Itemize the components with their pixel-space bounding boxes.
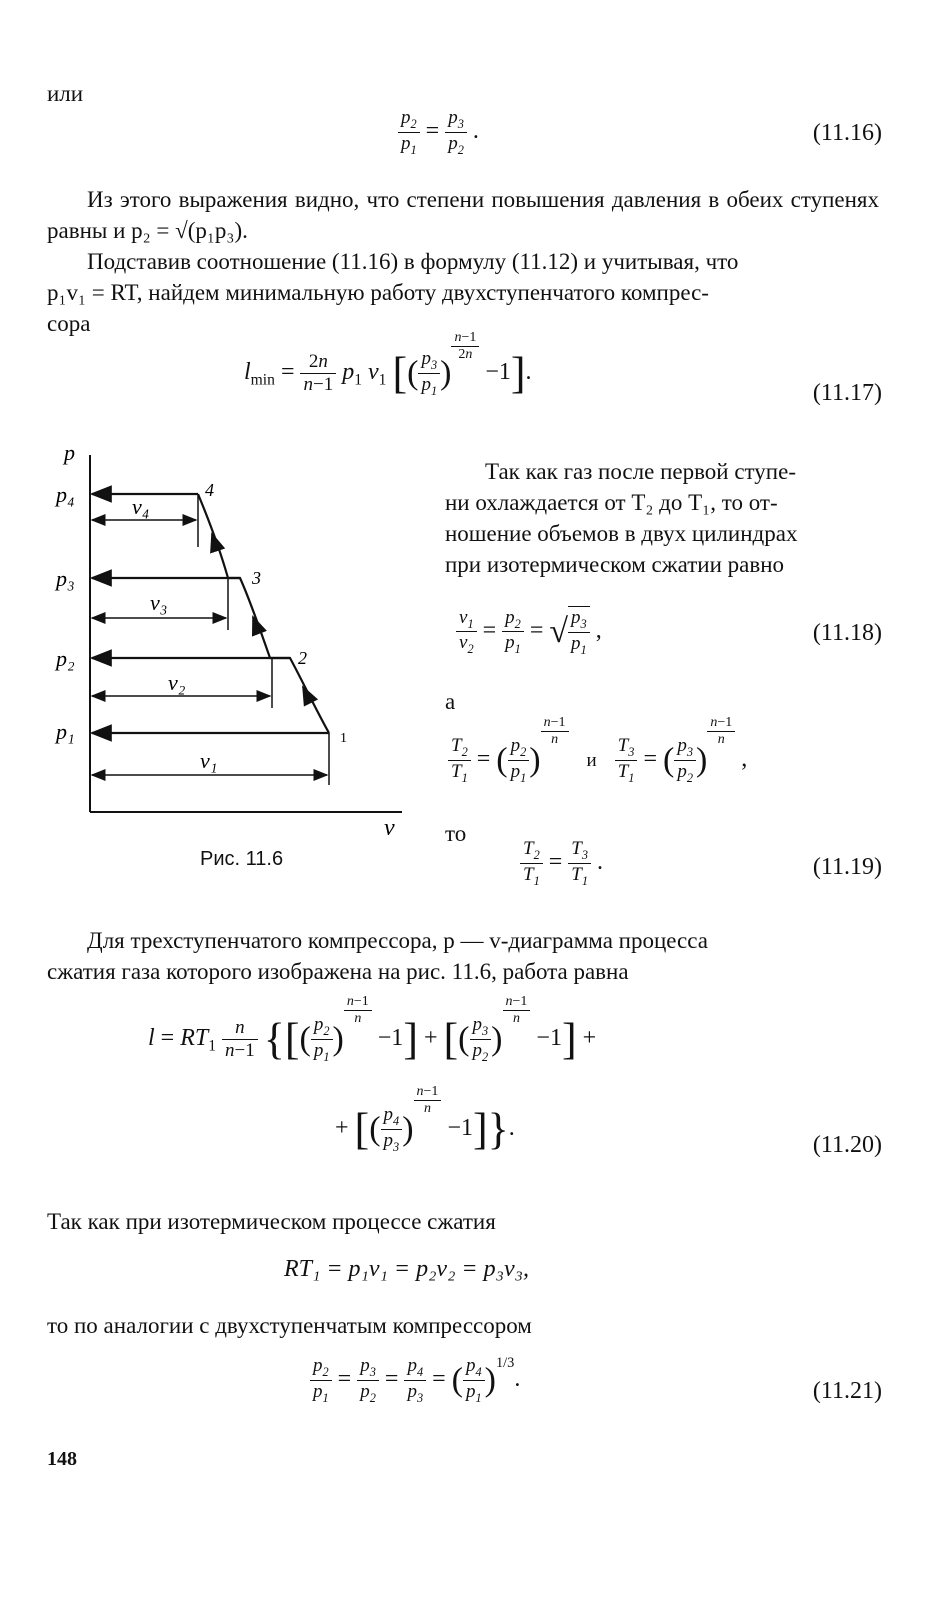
label-p1: p₁ — [56, 719, 75, 744]
equation-11-21: $\frac{p_2}{p_1}$ = $\frac{p_3}{p_2}$ = $\frac{p_4}{p_3}$ = ( $\frac{p_4}{p_1}$ )$^{1/3}$. — [310, 1355, 520, 1406]
paragraph-three-stage: Для трехступенчатого компрессора, p — v-диаграмма процесса сжатия газа которого изображена на рис. 11.6, работа равна — [47, 928, 708, 984]
label-p2: p₂ — [56, 646, 75, 671]
eqnum-11-16: (11.16) — [812, 120, 882, 146]
equation-11-20-line1: $l = RT_1$ $\frac{n}{n-1}$ {[( $\frac{p_2}{p_1}$ ) $^{\frac{n-1}{n}}$ −1] + [( $\frac{p_3}{p_2}$ ) $^{\frac{n-1}{n}}$ −1] + — [148, 994, 597, 1064]
equation-temperature-ratios: $\frac{T_2}{T_1}$ = ( $\frac{p_2}{p_1}$ ) $^{\frac{n-1}{n}}$ и $\frac{T_3}{T_1}$ = ( $\frac{p_3}{p_2}$ ) $^{\frac{n-1}{n}}$ , — [448, 735, 747, 786]
label-v4: v₄ — [132, 494, 150, 519]
equation-11-20-line2: + [( $\frac{p_4}{p_3}$ ) $^{\frac{n-1}{n}}$ −1]}. — [335, 1084, 515, 1154]
equation-11-16: $\frac{p_2}{p_1}$ = $\frac{p_3}{p_2}$ . — [398, 107, 479, 158]
point-3: 3 — [252, 568, 261, 588]
page-number: 148 — [47, 1448, 77, 1470]
eqnum-11-19: (11.19) — [812, 854, 882, 880]
label-p4: p₄ — [56, 482, 75, 507]
text-ili: или — [47, 81, 84, 106]
paragraph-isothermal: Так как при изотермическом процессе сжатия — [47, 1209, 496, 1234]
paragraph-analogy: то по аналогии с двухступенчатым компрессором — [47, 1313, 532, 1338]
equation-isothermal: RT₁ = p₁v₁ = p₂v₂ = p₃v₃, — [284, 1256, 529, 1282]
eqnum-11-21: (11.21) — [812, 1378, 882, 1404]
equation-11-17: $l_{min}$ = $\frac{2n}{n-1}$ $p_1$ $v_1$ [( $\frac{p_3}{p_1}$ ) $^{\frac{n-1}{2n}}$ −1]. — [244, 330, 532, 398]
figure-caption: Рис. 11.6 — [200, 848, 284, 870]
point-4: 4 — [205, 480, 214, 500]
label-p3: p₃ — [56, 566, 75, 591]
paragraph-pressure-ratio: Из этого выражения видно, что степени повышения давления в обеих ступенях равны и p₂ = √(p₁p₃). — [47, 187, 879, 243]
point-2: 2 — [298, 648, 307, 668]
compression-curve — [198, 494, 329, 733]
eqnum-11-18: (11.18) — [812, 620, 882, 646]
eqnum-11-17: (11.17) — [812, 380, 882, 406]
equation-11-18: $\frac{v_1}{v_2}$ = $\frac{p_2}{p_1}$ = √ $\frac{p_3}{p_1}$ , — [456, 606, 602, 658]
paragraph-substitution: Подставив соотношение (11.16) в формулу (11.12) и учитывая, что p₁v₁ = RT, найдем минимальную работу двухступенчатого компрес- сора — [47, 249, 739, 336]
paragraph-side-cooling: Так как газ после первой ступе- ни охлаждается от T₂ до T₁, то от- ношение объемов в двух цилиндрах при изотермическом сжатии равно — [445, 459, 798, 577]
label-v1: v₁ — [200, 748, 218, 773]
label-v2: v₂ — [168, 670, 186, 695]
text-a: а — [445, 689, 456, 714]
axis-v-label: v — [384, 815, 395, 841]
eqnum-11-20: (11.20) — [812, 1132, 882, 1158]
figure-pv-diagram — [40, 440, 420, 860]
text-to: то — [445, 821, 467, 846]
label-v3: v₃ — [150, 590, 168, 615]
equation-11-19: $\frac{T_2}{T_1}$ = $\frac{T_3}{T_1}$ . — [520, 838, 603, 889]
axis-p-label: p — [64, 440, 75, 465]
point-1: 1 — [340, 731, 347, 746]
